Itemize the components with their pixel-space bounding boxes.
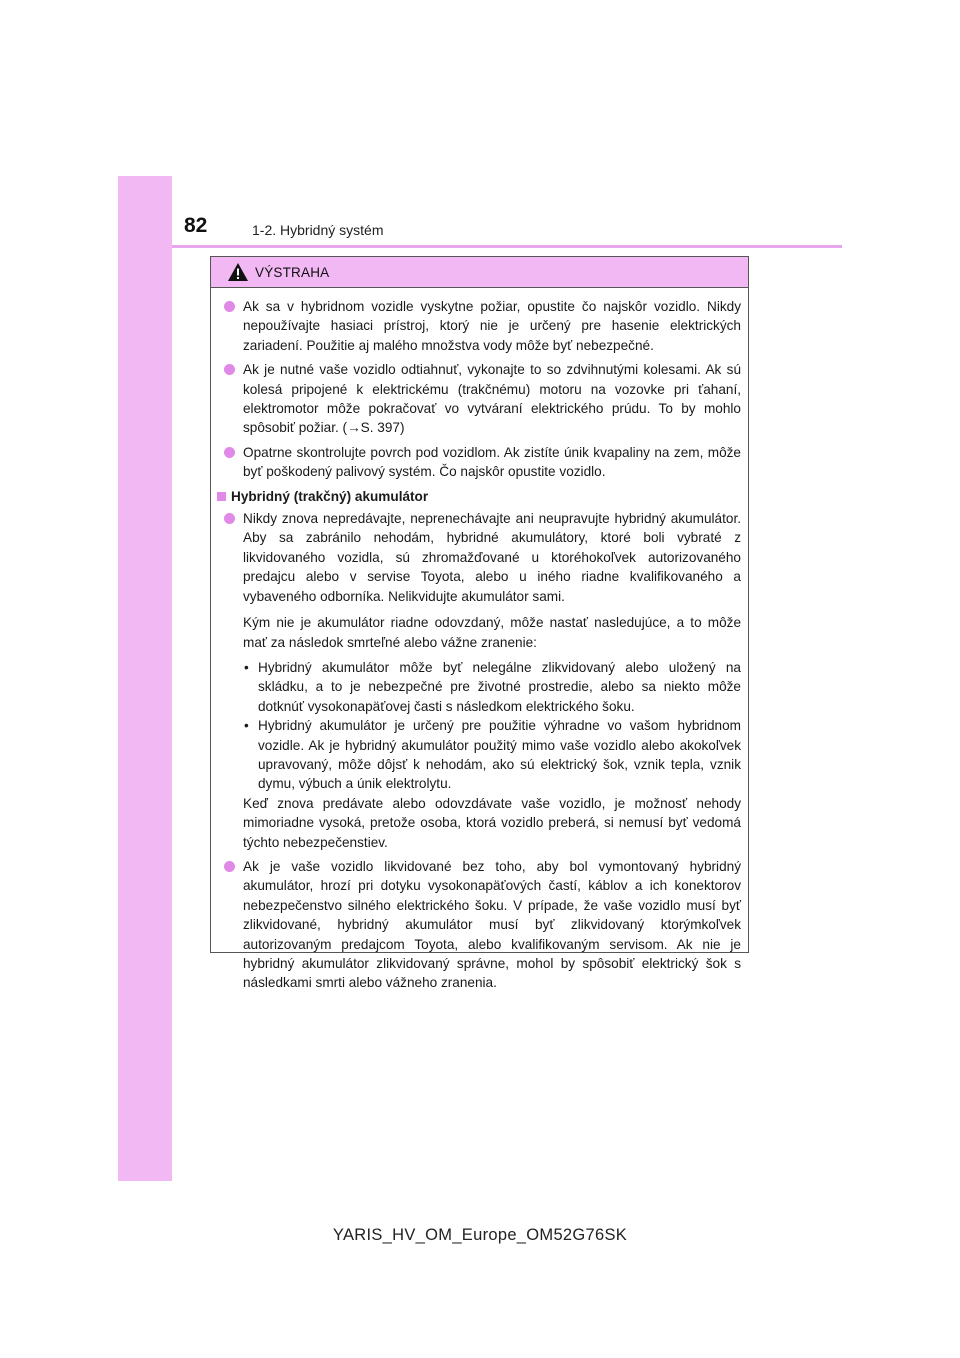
warning-body	[211, 288, 748, 993]
warning-item-text: Opatrne skontrolujte povrch pod vozidlom. Ak zistíte únik kvapaliny na zem, môže byť poškodený palivový systém. Čo najskôr opustite vozidlo.	[243, 444, 741, 480]
battery-item-resale	[217, 509, 741, 606]
dash-mark: •	[244, 718, 249, 734]
warning-box	[210, 256, 749, 991]
dash-mark: •	[244, 659, 249, 675]
warning-header	[211, 257, 748, 288]
warning-title: VÝSTRAHA	[255, 264, 330, 280]
dash-item-text: Hybridný akumulátor je určený pre použitie výhradne vo vašom hybridnom vozidle. Ak je hybridný akumulátor použitý mimo vaše vozidlo alebo akokoľvek upravovaný, môže dôjsť k nehodám, ako sú elektrický šok, vznik tepla, vznik dymu, výbuch a únik elektrolytu.	[258, 718, 741, 792]
warning-item-text: Ak sa v hybridnom vozidle vyskytne požiar, opustite čo najskôr vozidlo. Nikdy nepoužívajte hasiaci prístroj, ktorý nie je určený pre hasenie elektrických zariadení. Použitie aj malého množstva vody môže byť nebezpečné.	[243, 299, 741, 353]
dash-list	[217, 658, 741, 794]
bullet-icon	[224, 447, 235, 458]
subsection-heading	[217, 487, 741, 506]
subsection-title: Hybridný (trakčný) akumulátor	[231, 488, 429, 504]
section-title: 1-2. Hybridný systém	[252, 222, 384, 238]
battery-item-text: Nikdy znova nepredávajte, neprenechávajte ani neupravujte hybridný akumulátor. Aby sa zabránilo nehodám, hybridné akumulátory, ktoré boli vybraté z likvidovaného vozidla, sú zhromažďované u ktoréhokoľvek autorizovaného predajcu alebo v servise Toyota, alebo u iného riadne kvalifikovaného a vybaveného odborníka. Nelikvidujte akumulátor sami.	[243, 511, 741, 604]
bullet-icon	[224, 861, 235, 872]
dash-item-text: Hybridný akumulátor môže byť nelegálne zlikvidovaný alebo uložený na skládku, a to je nebezpečné pre životné prostredie, alebo sa niekto môže dotknúť vysokonapäťovej časti s následkom elektrického šoku.	[258, 659, 741, 714]
header-rule	[172, 245, 842, 248]
battery-item-disposal	[217, 857, 741, 993]
warning-item-text: Ak je nutné vaše vozidlo odtiahnuť, vykonajte to so zdvihnutými kolesami. Ak sú kolesá pripojené k elektrickému (trakčnému) motoru na vozovke pri ťahaní, elektromotor môže pokračovať vo vytváraní elektrického prúdu. To by mohlo spôsobiť požiar. (→S. 397)	[243, 362, 741, 436]
warning-item-towing	[217, 360, 741, 438]
bullet-icon	[224, 513, 235, 524]
warning-triangle-icon	[227, 262, 249, 282]
bullet-icon	[224, 364, 235, 375]
warning-item-leak	[217, 443, 741, 482]
page-number: 82	[184, 214, 208, 237]
footer-document-code: YARIS_HV_OM_Europe_OM52G76SK	[332, 1226, 628, 1244]
dash-item	[243, 716, 741, 794]
battery-item-text: Ak je vaše vozidlo likvidované bez toho, aby bol vymontovaný hybridný akumulátor, hrozí pri dotyku vysokonapäťových častí, káblov a ich konektorov nebezpečenstvo silného elektrického šoku. V prípade, že vaše vozidlo musí byť zlikvidované, hybridný akumulátor musí byť zlikvidovaný ktorýmkoľvek autorizovaným predajcom Toyota, alebo kvalifikovaným servisom. Ak nie je hybridný akumulátor zlikvidovaný správne, mohol by spôsobiť elektrický šok s následkami smrti alebo vážneho zranenia.	[243, 858, 741, 991]
square-bullet-icon	[217, 492, 226, 501]
battery-resale-note: Keď znova predávate alebo odovzdávate vaše vozidlo, je možnosť nehody mimoriadne vysoká, pretože osoba, ktorá vozidlo preberá, si nemusí byť vedomá týchto nebezpečenstiev.	[243, 795, 741, 850]
dash-item	[243, 658, 741, 716]
warning-item-fire	[217, 297, 741, 355]
bullet-icon	[224, 301, 235, 312]
side-tab-bar	[118, 176, 172, 1181]
battery-consequences-intro: Kým nie je akumulátor riadne odovzdaný, môže nastať nasledujúce, a to môže mať za následok smrteľné alebo vážne zranenie:	[243, 615, 741, 650]
